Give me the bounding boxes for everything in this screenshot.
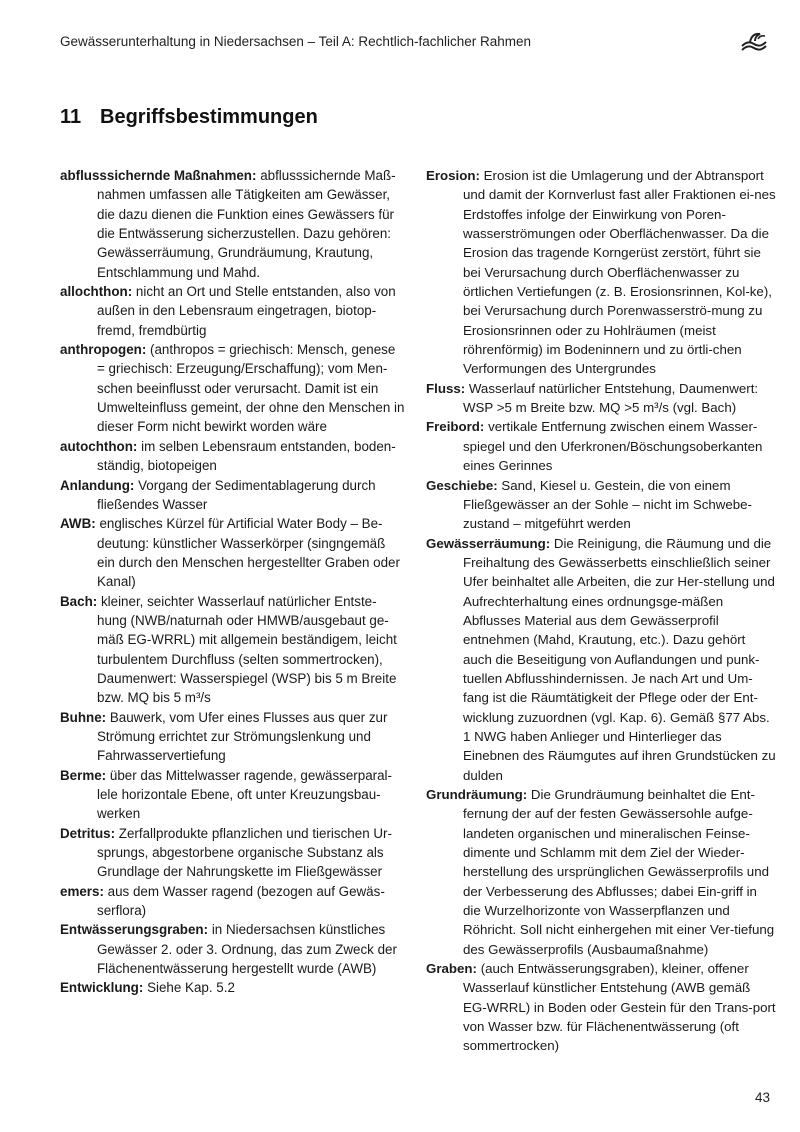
glossary-term: Entwässerungsgraben: bbox=[60, 922, 209, 938]
wave-logo-icon bbox=[740, 30, 768, 52]
glossary-definition: nicht an Ort und Stelle entstanden, also von außen in den Lebensraum eingetragen, biotop-fremd, fremdbürtig bbox=[97, 284, 396, 338]
glossary-term: emers: bbox=[60, 883, 104, 899]
glossary-definition: kleiner, seichter Wasserlauf natürlicher Entste-hung (NWB/naturnah oder HMWB/ausgebaut ge-mäß EG-WRRL) mit allgemein beständigem, leicht turbulentem Durchfluss (selten sommertrocken), Daumenwert: Wasserspiegel (WSP) bis 5 m Breite bzw. MQ bis 5 m³/s bbox=[97, 593, 397, 706]
glossary-term: Detritus: bbox=[60, 825, 116, 841]
glossary-entry bbox=[426, 417, 776, 475]
glossary-term: Grundräumung: bbox=[426, 787, 528, 802]
glossary-entry bbox=[426, 534, 776, 785]
glossary-term: Freibord: bbox=[426, 419, 485, 435]
glossary-definition: Siehe Kap. 5.2 bbox=[147, 980, 235, 996]
glossary-entry bbox=[426, 785, 776, 959]
glossary-entry bbox=[60, 282, 405, 340]
glossary-entry bbox=[60, 476, 405, 515]
glossary-term: autochthon: bbox=[60, 438, 138, 454]
glossary-definition: Zerfallprodukte pflanzlichen und tierischen Ur-sprungs, abgestorbene organische Substanz als Grundlage der Nahrungskette im Fließgewässer bbox=[97, 825, 392, 880]
glossary-definition: über das Mittelwasser ragende, gewässerparal-lele horizontale Ebene, oft unter Kreuzungsbau-werken bbox=[97, 767, 392, 822]
glossary-entry bbox=[60, 437, 405, 476]
glossary-term: Bach: bbox=[60, 593, 98, 609]
glossary-term: Fluss: bbox=[426, 380, 466, 396]
chapter-heading bbox=[60, 106, 318, 129]
glossary-term: allochthon: bbox=[60, 284, 133, 300]
glossary-term: Erosion: bbox=[426, 168, 480, 183]
glossary-definition: Sand, Kiesel u. Gestein, die von einem Fließgewässer an der Sohle – nicht im Schwebe-zustand – mitgeführt werden bbox=[463, 477, 752, 532]
glossary-definition: abflusssichernde Maß-nahmen umfassen alle Tätigkeiten am Gewässer, die dazu dienen die Funktion eines Gewässers für die Entwässerung sicherzustellen. Dazu gehören: Gewässerräumung, Grundräumung, Krautung, Entschlammung und Mahd. bbox=[97, 168, 396, 280]
glossary-definition: im selben Lebensraum entstanden, boden-ständig, biotopeigen bbox=[97, 438, 396, 474]
glossary-definition: in Niedersachsen künstliches Gewässer 2. oder 3. Ordnung, das zum Zweck der Flächenentwässerung hergestellt wurde (AWB) bbox=[97, 922, 397, 977]
glossary-entry bbox=[426, 379, 776, 418]
glossary-term: anthropogen: bbox=[60, 342, 147, 358]
glossary-definition: Die Grundräumung beinhaltet die Ent-fernung der auf der festen Gewässersohle aufge-landeten organischen und mineralischen Feinse-dimente und Schlamm mit dem Ziel der Wieder-herstellung des ursprünglichen Gewässerprofils und der Verbesserung des Abflusses; dabei Ein-griff in die Wurzelhorizonte von Wasserpflanzen und Röhricht. Soll nicht einhergehen mit einer Ver-tiefung des Gewässerprofils (Ausbaumaßnahme) bbox=[463, 787, 775, 957]
header-title: Gewässerunterhaltung in Niedersachsen – Teil A: Rechtlich-fachlicher Rahmen bbox=[60, 34, 531, 49]
page-number: 43 bbox=[754, 1090, 770, 1105]
glossary-entry bbox=[60, 514, 405, 591]
glossary-entry bbox=[60, 166, 405, 282]
left-column bbox=[60, 166, 405, 998]
glossary-term: Berme: bbox=[60, 767, 107, 783]
glossary-entry bbox=[60, 882, 405, 921]
chapter-number: 11 bbox=[60, 106, 82, 128]
glossary-term: Gewässerräumung: bbox=[426, 535, 551, 551]
glossary-entry bbox=[426, 166, 776, 379]
glossary-definition: (auch Entwässerungsgraben), kleiner, offener Wasserlauf künstlicher Entstehung (AWB gemäß EG-WRRL) in Boden oder Gestein für den Trans-port von Wasser bzw. für Flächenentwässerung (oft sommertrocken) bbox=[463, 961, 776, 1054]
glossary-definition: Bauwerk, vom Ufer eines Flusses aus quer zur Strömung errichtet zur Strömungslenkung und Fahrwasservertiefung bbox=[97, 709, 388, 764]
glossary-definition: Die Reinigung, die Räumung und die Freihaltung des Gewässerbetts einschließlich seiner Ufer beinhaltet alle Arbeiten, die zur Her-stellung und Aufrechterhaltung eines ordnungsge-mäßen Abflusses Material aus dem Gewässerprofil entnehmen (Mahd, Krautung, etc.). Dazu gehört auch die Beseitigung von Auflandungen und punk-tuellen Abflusshindernissen. Je nach Art und Um-fang ist die Räumtätigkeit der Pflege oder der Ent-wicklung zuzuordnen (vgl. Kap. 6). Gemäß §77 Abs. 1 NWG haben Anlieger und Hinterlieger das Einebnen des Räumgutes auf ihren Grundstücken zu dulden bbox=[463, 535, 776, 783]
glossary-term: Geschiebe: bbox=[426, 477, 498, 493]
glossary-term: abflusssichernde Maßnahmen: bbox=[60, 168, 257, 183]
glossary-entry bbox=[60, 340, 405, 437]
glossary-entry bbox=[60, 920, 405, 978]
glossary-entry bbox=[60, 592, 405, 708]
glossary-term: Entwicklung: bbox=[60, 980, 144, 996]
glossary-entry bbox=[60, 708, 405, 766]
glossary-entry bbox=[60, 766, 405, 824]
glossary-definition: Wasserlauf natürlicher Entstehung, Daumenwert: WSP >5 m Breite bzw. MQ >5 m³/s (vgl. Bach) bbox=[463, 380, 759, 416]
glossary-definition: Vorgang der Sedimentablagerung durch fließendes Wasser bbox=[97, 477, 376, 512]
glossary-definition: (anthropos = griechisch: Mensch, genese = griechisch: Erzeugung/Erschaffung); vom Men-schen beeinflusst oder verursacht. Damit ist ein Umwelteinfluss gemeint, der ohne den Menschen in dieser Form nicht bewirkt worden wäre bbox=[97, 342, 405, 435]
right-column bbox=[426, 166, 776, 1056]
glossary-entry bbox=[426, 476, 776, 534]
glossary-term: Buhne: bbox=[60, 709, 107, 725]
glossary-definition: englisches Kürzel für Artificial Water Body – Be-deutung: künstlicher Wasserkörper (singngemäß ein durch den Menschen hergestellter Graben oder Kanal) bbox=[97, 516, 400, 590]
chapter-title: Begriffsbestimmungen bbox=[100, 106, 318, 128]
glossary-term: Anlandung: bbox=[60, 477, 135, 493]
glossary-entry bbox=[60, 824, 405, 882]
glossary-definition: Erosion ist die Umlagerung und der Abtransport und damit der Kornverlust fast aller Fraktionen ei-nes Erdstoffes infolge der Einwirkung von Poren-wasserströmungen oder Oberflächenwasser. Da die Erosion das tragende Korngerüst zerstört, führt sie bei Verursachung durch Oberflächenwasser zu örtlichen Vertiefungen (z. B. Erosionsrinnen, Kol-ke), bei Verursachung durch Porenwasserströ-mung zu Erosionsrinnen oder zu Hohlräumen (meist röhrenförmig) im Bodeninnern und zu örtli-chen Verformungen des Untergrundes bbox=[463, 168, 776, 377]
glossary-entry bbox=[60, 978, 405, 997]
glossary-entry bbox=[426, 959, 776, 1056]
glossary-definition: aus dem Wasser ragend (bezogen auf Gewäs-serflora) bbox=[97, 883, 385, 919]
glossary-definition: vertikale Entfernung zwischen einem Wasser-spiegel und den Uferkronen/Böschungsoberkanten eines Gerinnes bbox=[463, 419, 763, 474]
glossary-term: AWB: bbox=[60, 516, 96, 532]
page-header bbox=[60, 32, 750, 56]
glossary-term: Graben: bbox=[426, 961, 477, 977]
